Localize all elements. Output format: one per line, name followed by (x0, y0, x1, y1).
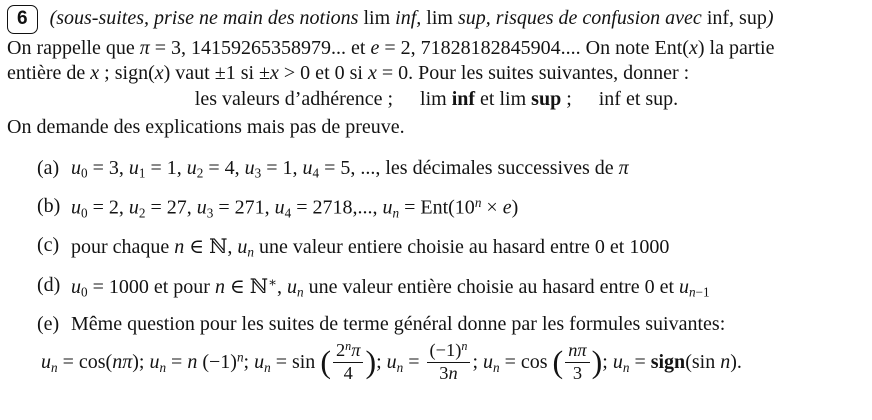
intro-line-2: entière de x ; sign(x) vaut ±1 si ±x > 0 et 0 si x = 0. Pour les suites suivantes, donner : (7, 62, 690, 85)
item-a (37, 157, 866, 182)
item-a-text: u0 = 3, u1 = 1, u2 = 4, u3 = 1, u4 = 5, ..., les décimales successives de π (71, 157, 629, 181)
item-e (37, 313, 866, 336)
intro-note: On demande des explications mais pas de preuve. (7, 116, 405, 139)
item-c (37, 234, 866, 261)
item-d (37, 274, 866, 301)
exercise-number-box: 6 (7, 5, 38, 34)
item-c-label: (c) (37, 233, 60, 256)
item-b (37, 195, 866, 221)
item-e-text: Même question pour les suites de terme général donne par les formules suivantes: (71, 313, 726, 336)
intro-centered-line: les valeurs d’adhérence ; lim inf et lim sup ; inf et sup. (194, 87, 679, 110)
intro-line-1: On rappelle que π = 3, 14159265358979... et e = 2, 71828182845904.... On note Ent(x) la partie (7, 36, 775, 59)
item-d-text: u0 = 1000 et pour n ∈ ℕ∗, un une valeur entière choisie au hasard entre 0 et un−1 (71, 274, 710, 300)
item-d-label: (d) (37, 273, 61, 296)
exercise-header (7, 5, 866, 34)
item-a-label: (a) (37, 157, 60, 180)
item-b-label: (b) (37, 194, 61, 217)
item-b-text: u0 = 2, u2 = 27, u3 = 271, u4 = 2718,..., un = $Ent(10^n \times e)$ (71, 194, 519, 220)
item-e-label: (e) (37, 313, 60, 336)
item-e-formulas: un = cos(nπ); un = n $(-1)^n$; un = sin ( $\frac{2^n\pi}{4}$ ); un = $\frac{(-1)^n}{3n}$ ; un = cos ( $\frac{n\pi}{3}$ ); un = sign(sin n). (41, 339, 742, 384)
item-c-text: pour chaque n ∈ ℕ, un une valeur entiere choisie au hasard entre 0 et 1000 (71, 235, 670, 260)
exercise-subtitle: (sous-suites, prise ne main des notions lim inf, lim sup, risques de confusion avec inf, sup) (49, 7, 774, 29)
item-list (7, 157, 866, 386)
